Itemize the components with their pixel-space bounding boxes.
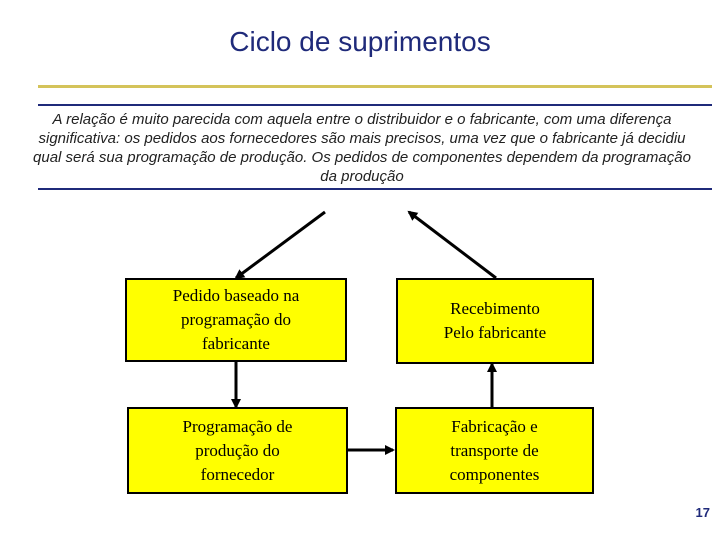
box-programacao: Programação de produção do fornecedor: [127, 407, 348, 494]
arrow-to-pedido: [236, 212, 325, 278]
box-fabricacao: Fabricação e transporte de componentes: [395, 407, 594, 494]
page-number: 17: [695, 505, 710, 520]
slide-title: Ciclo de suprimentos: [229, 26, 491, 57]
description-text: A relação é muito parecida com aquela entre o distribuidor e o fabricante, com uma diferença significativa: os pedidos aos fornecedores são mais precisos, uma vez que o fabricante já decidiu qual será sua programação de produção. Os pedidos de componentes dependem da programação da produção: [33, 111, 691, 185]
arrow-from-recebimento: [409, 212, 496, 278]
box-pedido: Pedido baseado na programação do fabricante: [125, 278, 347, 362]
box-recebimento: Recebimento Pelo fabricante: [396, 278, 594, 364]
